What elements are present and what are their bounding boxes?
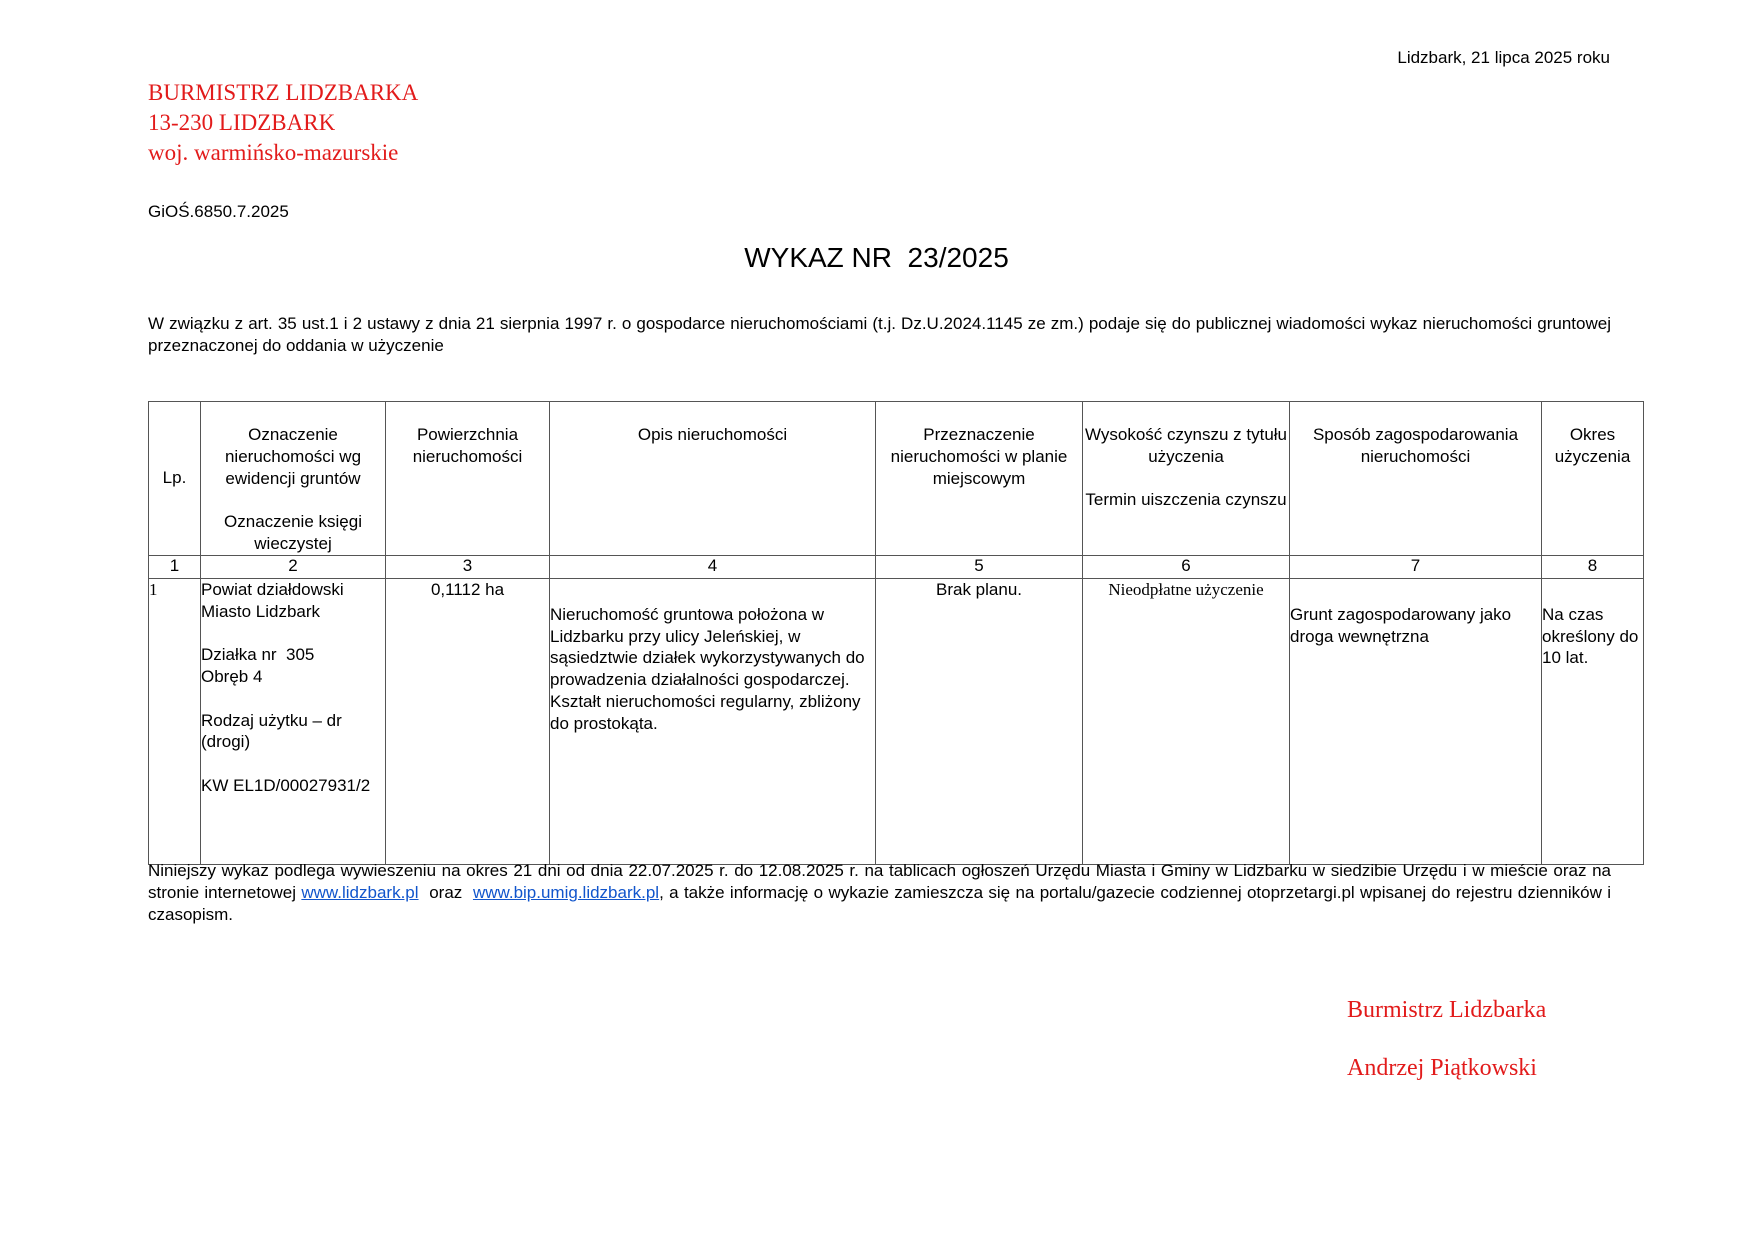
signature-title: Burmistrz Lidzbarka [1347, 997, 1547, 1023]
document-date: Lidzbark, 21 lipca 2025 roku [1397, 48, 1610, 67]
row-lp: 1 [149, 578, 201, 864]
table-row [149, 578, 1644, 864]
column-number: 8 [1542, 555, 1644, 578]
publication-notice: Niniejszy wykaz podlega wywieszeniu na okres 21 dni od dnia 22.07.2025 r. do 12.08.2025 r. na tablicach ogłoszeń Urzędu Miasta i Gminy w Lidzbarku w siedzibie Urzędu i w mieście oraz na stronie internetowej www.lidzbark.pl oraz www.bip.umig.lidzbark.pl, a także informację o wykazie zamieszcza się na portalu/gazecie codziennej otoprzetargi.pl wpisanej do rejestru dzienników i czasopism. [148, 861, 1612, 924]
table-header-row [149, 402, 1644, 556]
header-land-use: Sposób zagospodarowania nieruchomości [1290, 402, 1542, 556]
column-number: 7 [1290, 555, 1542, 578]
header-period: Okres użyczenia [1542, 402, 1644, 556]
row-area: 0,1112 ha [386, 578, 550, 864]
row-period: Na czas określony do 10 lat. [1542, 578, 1644, 864]
row-land-use: Grunt zagospodarowany jako droga wewnętrzna [1290, 578, 1542, 864]
header-rent: Wysokość czynszu z tytułu użyczenia Termin uiszczenia czynszu [1083, 402, 1290, 556]
column-number-row [149, 555, 1644, 578]
intro-paragraph: W związku z art. 35 ust.1 i 2 ustawy z dnia 21 sierpnia 1997 r. o gospodarce nieruchomościami (t.j. Dz.U.2024.1145 ze zm.) podaje się do publicznej wiadomości wykaz nieruchomości gruntowej przeznaczonej do oddania w użyczenie [148, 314, 1611, 355]
column-number: 2 [201, 555, 386, 578]
header-designation: Oznaczenie nieruchomości wg ewidencji gruntów Oznaczenie księgi wieczystej [201, 402, 386, 556]
header-description: Opis nieruchomości [550, 402, 876, 556]
signature-name: Andrzej Piątkowski [1347, 1055, 1537, 1081]
issuer-header [148, 78, 418, 168]
row-plan-purpose: Brak planu. [876, 578, 1083, 864]
header-plan-purpose: Przeznaczenie nieruchomości w planie miejscowym [876, 402, 1083, 556]
property-table [148, 401, 1644, 865]
issuer-name: BURMISTRZ LIDZBARKA [148, 80, 419, 105]
row-rent: Nieodpłatne użyczenie [1083, 578, 1290, 864]
issuer-postal: 13-230 LIDZBARK [148, 110, 336, 135]
row-designation: Powiat działdowski Miasto Lidzbark Działka nr 305 Obręb 4 Rodzaj użytku – dr (drogi) KW EL1D/00027931/2 [201, 578, 386, 864]
column-number: 4 [550, 555, 876, 578]
document-title: WYKAZ NR 23/2025 [744, 242, 1009, 273]
lidzbark-website-link[interactable]: www.lidzbark.pl [301, 882, 419, 902]
issuer-region: woj. warmińsko-mazurskie [148, 140, 399, 165]
header-lp: Lp. [149, 402, 201, 556]
reference-number: GiOŚ.6850.7.2025 [148, 202, 289, 221]
column-number: 5 [876, 555, 1083, 578]
column-number: 1 [149, 555, 201, 578]
bip-website-link[interactable]: www.bip.umig.lidzbark.pl [472, 882, 660, 902]
column-number: 6 [1083, 555, 1290, 578]
header-area: Powierzchnia nieruchomości [386, 402, 550, 556]
column-number: 3 [386, 555, 550, 578]
row-description: Nieruchomość gruntowa położona w Lidzbarku przy ulicy Jeleńskiej, w sąsiedztwie działek wykorzystywanych do prowadzenia działalności gospodarczej. Kształt nieruchomości regularny, zbliżony do prostokąta. [550, 578, 876, 864]
